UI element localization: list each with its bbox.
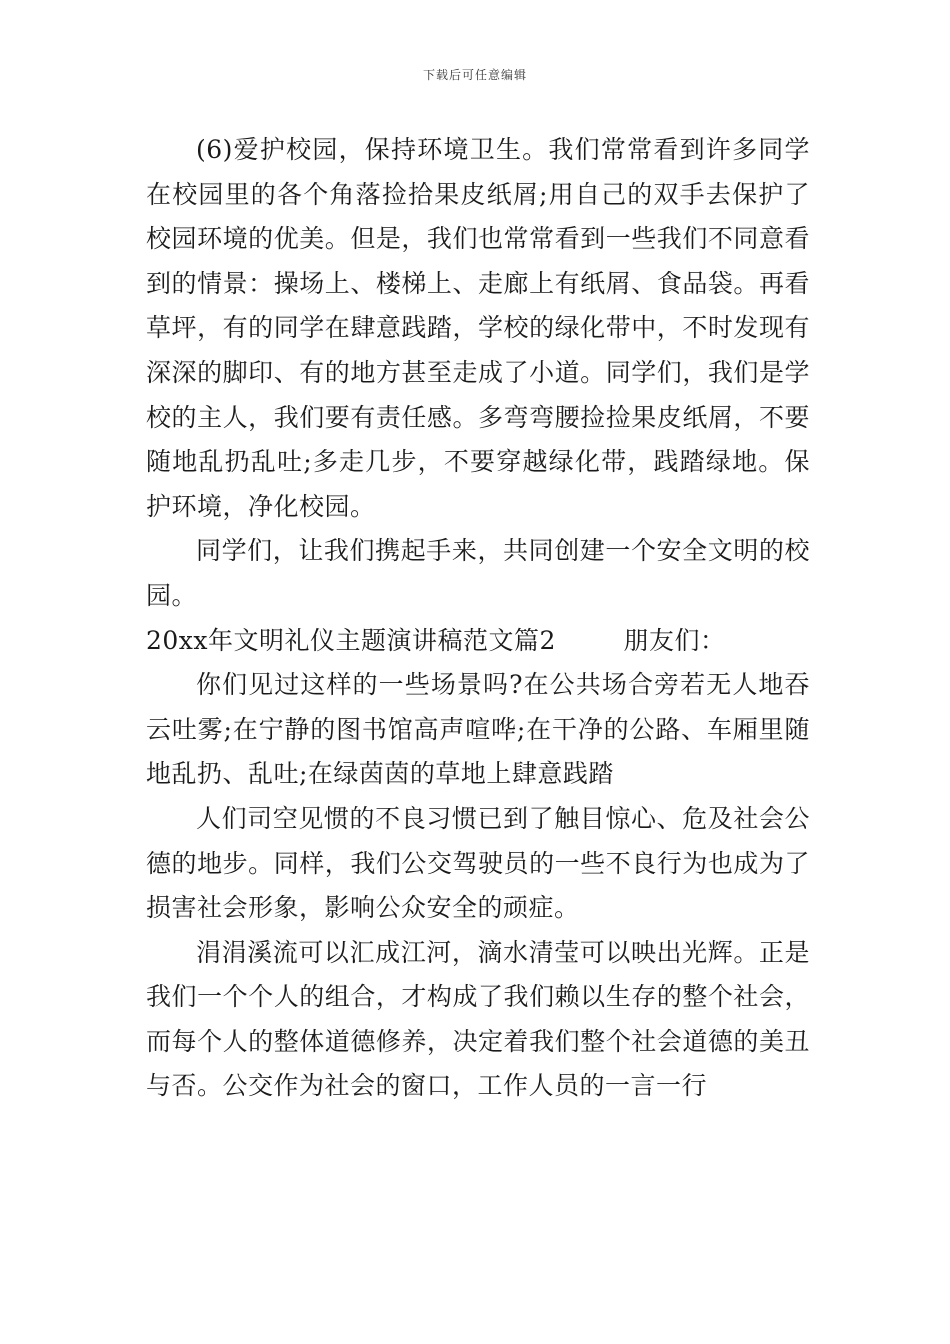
paragraph-scenes: 你们见过这样的一些场景吗?在公共场合旁若无人地吞云吐雾;在宁静的图书馆高声喧哗;在干净的公路、车厢里随地乱扔、乱吐;在绿茵茵的草地上肆意践踏 [146,670,810,789]
section-heading-line [146,619,810,664]
document-body [146,128,810,1109]
paragraph-society: 涓涓溪流可以汇成江河，滴水清莹可以映出光辉。正是我们一个个人的组合，才构成了我们赖以生存的整个社会，而每个人的整体道德修养，决定着我们整个社会道德的美丑与否。公交作为社会的窗口，工作人员的一言一行 [146,937,810,1101]
page-header: 下载后可任意编辑 [422,68,527,82]
paragraph-call-to-action: 同学们，让我们携起手来，共同创建一个安全文明的校园。 [146,536,810,610]
section-heading: 20xx年文明礼仪主题演讲稿范文篇2 [146,625,556,655]
paragraph-bad-habits: 人们司空见惯的不良习惯已到了触目惊心、危及社会公德的地步。同样，我们公交驾驶员的一些不良行为也成为了损害社会形象，影响公众安全的顽症。 [146,803,810,923]
paragraph-campus-hygiene: (6)爱护校园，保持环境卫生。我们常常看到许多同学在校园里的各个角落捡拾果皮纸屑;用自己的双手去保护了校园环境的优美。但是，我们也常常看到一些我们不同意看到的情景：操场上、楼梯上、走廊上有纸屑、食品袋。再看草坪，有的同学在肆意践踏，学校的绿化带中，不时发现有深深的脚印、有的地方甚至走成了小道。同学们，我们是学校的主人，我们要有责任感。多弯弯腰捡捡果皮纸屑，不要随地乱扔乱吐;多走几步，不要穿越绿化带，践踏绿地。保护环境，净化校园。 [146,135,810,521]
salutation: 朋友们： [623,625,726,655]
